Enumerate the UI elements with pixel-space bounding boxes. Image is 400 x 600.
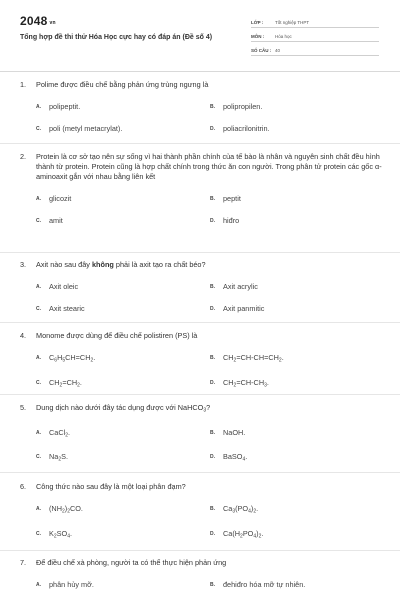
option-c[interactable] xyxy=(36,216,210,226)
option-d[interactable] xyxy=(210,378,384,391)
option-b[interactable] xyxy=(210,504,384,517)
document-title: Tổng hợp đề thi thử Hóa Học cực hay có đáp án (Đề số 4) xyxy=(20,34,213,41)
option-formula: BaSO$_4$. xyxy=(223,452,248,463)
answer-options xyxy=(36,504,382,541)
option-text: Axit oleic xyxy=(49,282,79,291)
option-a[interactable] xyxy=(36,353,210,366)
option-letter: C. xyxy=(36,218,41,224)
question-number: 1. xyxy=(20,80,27,89)
question-divider xyxy=(0,143,400,144)
option-formula: $CH_2=CH_2$. xyxy=(49,377,82,388)
question-3 xyxy=(20,260,382,314)
question-1 xyxy=(20,80,382,134)
option-formula: CaCl$_2$. xyxy=(49,427,71,438)
option-formula: $Ca_3(PO_4)_2$. xyxy=(223,504,259,515)
option-letter: A. xyxy=(36,284,41,290)
option-letter: D. xyxy=(210,126,215,132)
meta-value: 40 xyxy=(275,48,281,53)
option-letter: B. xyxy=(210,506,215,512)
logo-text: 2048 xyxy=(20,14,48,28)
option-letter: B. xyxy=(210,284,215,290)
option-letter: A. xyxy=(36,506,41,512)
option-d[interactable] xyxy=(210,452,384,465)
option-text: phân hủy mỡ. xyxy=(49,580,94,589)
option-d[interactable] xyxy=(210,529,384,542)
option-text: glicozit xyxy=(49,194,72,203)
logo-suffix: vn xyxy=(49,20,56,26)
option-letter: C. xyxy=(36,454,41,460)
meta-row-count xyxy=(251,42,379,56)
question-text: Công thức nào sau đây là một loại phân đạm? xyxy=(36,482,186,491)
header-divider xyxy=(0,71,400,72)
option-text: Axit acrylic xyxy=(223,282,258,291)
option-text: poli (metyl metacrylat). xyxy=(49,124,123,133)
question-number: 5. xyxy=(20,403,27,412)
question-4 xyxy=(20,331,382,390)
meta-info-box xyxy=(251,14,379,56)
option-c[interactable] xyxy=(36,304,210,314)
option-letter: A. xyxy=(36,429,41,436)
answer-options xyxy=(36,353,382,390)
option-letter: A. xyxy=(36,355,41,361)
option-b[interactable] xyxy=(210,102,384,112)
question-text: Để điều chế xà phòng, người ta có thể thực hiện phản ứng xyxy=(36,558,227,567)
option-a[interactable] xyxy=(36,194,210,204)
option-formula: $K_2SO_4$. xyxy=(49,528,73,539)
option-letter: C. xyxy=(36,379,41,386)
option-formula: $C_6H_5CH=CH_2$. xyxy=(49,353,96,364)
option-c[interactable] xyxy=(36,452,210,465)
option-letter: A. xyxy=(36,196,41,202)
option-text: Axit panmitic xyxy=(223,304,265,313)
option-text: polipeptit. xyxy=(49,102,81,111)
question-text-part: Axit nào sau đây xyxy=(36,260,92,269)
question-number: 7. xyxy=(20,558,27,567)
meta-row-subject xyxy=(251,28,379,42)
question-divider xyxy=(0,394,400,395)
option-formula: $(NH_2)_2CO$. xyxy=(49,504,83,515)
document-header xyxy=(20,14,380,68)
option-letter: D. xyxy=(210,306,215,312)
question-text: Monome được dùng để điều chế polistiren (PS) là xyxy=(36,331,198,340)
option-letter: A. xyxy=(36,582,41,588)
meta-value: Tốt nghiệp THPT xyxy=(275,20,310,25)
question-emphasis: không xyxy=(91,260,114,269)
option-letter: A. xyxy=(36,104,41,110)
option-text: Axit stearic xyxy=(49,304,85,313)
option-text: đehiđro hóa mỡ tự nhiên. xyxy=(223,580,306,589)
option-formula: $CH_2=CH-CH=CH_2$. xyxy=(223,353,284,364)
question-text: Protein là cơ sở tạo nên sự sống vì hai thành phần chính của tế bào là nhân và nguyên sinh chất đều hình thành từ protein. Protein cũng là hợp chất chính trong thức ăn con người. Trong phân tử protein các gốc α-aminoaxit gắn với nhau bằng liên kết xyxy=(36,152,382,181)
question-divider xyxy=(0,252,400,253)
option-formula: $CH_2=CH-CH_3$. xyxy=(223,377,269,388)
answer-options xyxy=(36,194,382,226)
answer-options xyxy=(36,282,382,314)
option-d[interactable] xyxy=(210,216,384,226)
option-text: polipropilen. xyxy=(223,102,263,111)
question-text-part: phải là axit tạo ra chất béo? xyxy=(113,260,206,269)
option-formula: $Na_2S$. xyxy=(49,452,69,463)
option-formula: $Ca(H_2PO_4)_2$. xyxy=(223,528,264,539)
answer-options xyxy=(36,428,382,465)
question-7 xyxy=(20,558,382,590)
option-letter: B. xyxy=(210,429,215,436)
option-letter: D. xyxy=(210,218,215,224)
option-c[interactable] xyxy=(36,124,210,134)
meta-key: SỐ CÂU : xyxy=(251,48,272,53)
option-c[interactable] xyxy=(36,378,210,391)
option-letter: C. xyxy=(36,530,41,537)
option-letter: C. xyxy=(36,306,41,312)
question-text: Polime được điều chế bằng phản ứng trùng ngưng là xyxy=(36,80,209,89)
question-number: 4. xyxy=(20,331,27,340)
meta-key: MÔN : xyxy=(251,34,265,39)
question-divider xyxy=(0,550,400,551)
meta-value: Hóa học xyxy=(275,34,292,39)
answer-options xyxy=(36,102,382,134)
answer-options xyxy=(36,580,382,590)
option-letter: D. xyxy=(210,454,215,460)
option-letter: C. xyxy=(36,126,41,132)
option-a[interactable] xyxy=(36,428,210,441)
option-b[interactable] xyxy=(210,282,384,292)
option-letter: B. xyxy=(210,196,215,202)
option-b[interactable] xyxy=(210,353,384,366)
question-number: 2. xyxy=(20,152,27,161)
site-logo[interactable] xyxy=(20,14,56,28)
question-6 xyxy=(20,482,382,541)
option-letter: B. xyxy=(210,355,215,361)
option-text: poliacrilonitrin. xyxy=(223,124,270,133)
option-d[interactable] xyxy=(210,304,384,314)
option-a[interactable] xyxy=(36,504,210,517)
option-letter: D. xyxy=(210,530,215,537)
option-a[interactable] xyxy=(36,580,210,590)
option-b[interactable] xyxy=(210,428,384,441)
option-letter: B. xyxy=(210,582,215,588)
option-c[interactable] xyxy=(36,529,210,542)
option-b[interactable] xyxy=(210,194,384,204)
question-2 xyxy=(20,152,382,226)
option-a[interactable] xyxy=(36,282,210,292)
option-text: amit xyxy=(49,216,63,225)
option-text: peptit xyxy=(223,194,241,203)
meta-key: LỚP : xyxy=(251,20,264,25)
question-text: Dung dịch nào dưới đây tác dụng được với NaHCO$_3$? xyxy=(36,403,211,414)
option-letter: B. xyxy=(210,104,215,110)
question-number: 6. xyxy=(20,482,27,491)
question-number: 3. xyxy=(20,260,27,269)
option-d[interactable] xyxy=(210,124,384,134)
option-b[interactable] xyxy=(210,580,384,590)
option-formula: NaOH. xyxy=(223,427,246,437)
question-text xyxy=(36,260,382,270)
question-divider xyxy=(0,472,400,473)
option-text: hiđro xyxy=(223,216,240,225)
question-divider xyxy=(0,322,400,323)
question-5 xyxy=(20,403,382,465)
meta-row-class xyxy=(251,14,379,28)
option-a[interactable] xyxy=(36,102,210,112)
option-letter: D. xyxy=(210,379,215,386)
